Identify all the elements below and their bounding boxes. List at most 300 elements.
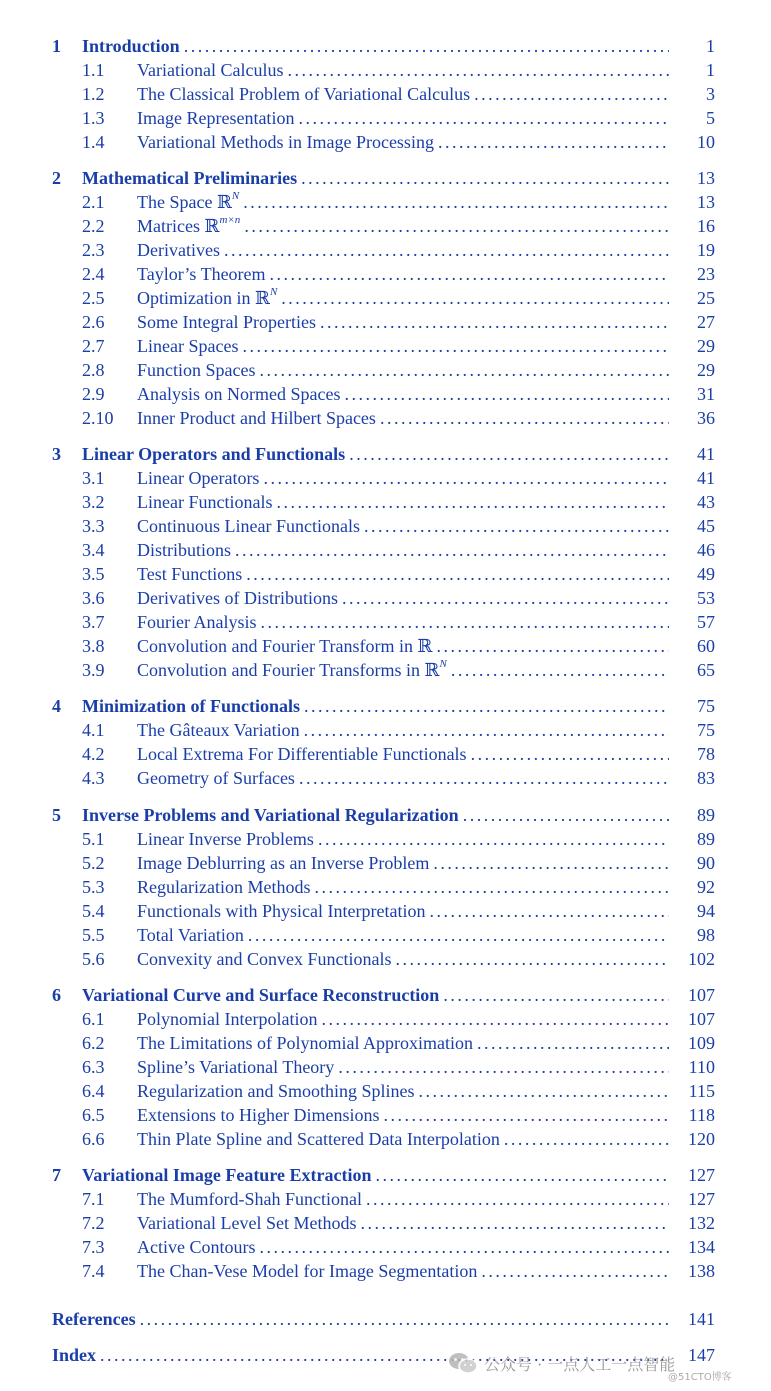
dot-leader: [504, 1127, 669, 1151]
toc-entry-title-text: Variational Methods in Image Processing: [137, 132, 434, 152]
toc-page-number[interactable]: 75: [697, 720, 715, 740]
toc-entry-title-text: Geometry of Surfaces: [137, 768, 295, 788]
toc-entry-title-text: Mathematical Preliminaries: [82, 168, 298, 188]
toc-entry-number: 1.2: [82, 84, 105, 104]
toc-entry-title[interactable]: [137, 334, 238, 358]
toc-page-number[interactable]: 5: [706, 108, 715, 128]
toc-entry-title[interactable]: [82, 34, 180, 58]
toc-page-number[interactable]: 107: [688, 985, 715, 1005]
dot-leader: [344, 382, 669, 406]
toc-entry-number: 3.3: [82, 516, 105, 536]
toc-page-number[interactable]: 27: [697, 312, 715, 332]
toc-entry-title-text: The Mumford-Shah Functional: [137, 1189, 362, 1209]
toc-entry-title-text: References: [52, 1309, 136, 1329]
dot-leader: [366, 1187, 669, 1211]
toc-entry-title[interactable]: [137, 718, 300, 742]
toc-entry-title[interactable]: [137, 286, 277, 310]
toc-page-number[interactable]: 13: [697, 192, 715, 212]
toc-entry-title-text: Polynomial Interpolation: [137, 1009, 318, 1029]
toc-entry-number: 6.5: [82, 1105, 105, 1125]
toc-entry-title[interactable]: [137, 562, 242, 586]
toc-page-number[interactable]: 3: [706, 84, 715, 104]
toc-entry-title[interactable]: [137, 1103, 379, 1127]
toc-page-number[interactable]: 65: [697, 660, 715, 680]
toc-entry-title-text: Optimization in ℝ: [137, 288, 270, 308]
toc-page-number[interactable]: 13: [697, 168, 715, 188]
toc-entry-number: 1.4: [82, 132, 105, 152]
toc-page-number[interactable]: 83: [697, 768, 715, 788]
toc-entry-title-text: Minimization of Functionals: [82, 696, 301, 716]
toc-entry-number: 1.1: [82, 60, 105, 80]
toc-section-entry[interactable]: [52, 334, 715, 358]
toc-entry-number: 6.4: [82, 1081, 105, 1101]
toc-section-entry[interactable]: [52, 634, 715, 658]
toc-entry-number: 2.9: [82, 384, 105, 404]
toc-entry-title[interactable]: [137, 658, 447, 682]
toc-entry-number: 6.6: [82, 1129, 105, 1149]
toc-entry-title[interactable]: [137, 634, 432, 658]
toc-section-entry[interactable]: [52, 610, 715, 634]
dot-leader: [321, 1007, 669, 1031]
toc-page-number[interactable]: 41: [697, 444, 715, 464]
toc-entry-title-text: Fourier Analysis: [137, 612, 257, 632]
toc-entry-title[interactable]: [137, 586, 338, 610]
toc-entry-title-text: Image Representation: [137, 108, 295, 128]
toc-page-number[interactable]: 92: [697, 877, 715, 897]
toc-section-entry[interactable]: [52, 214, 715, 238]
toc-entry-number: 5.6: [82, 949, 105, 969]
toc-entry-number: 5.1: [82, 829, 105, 849]
toc-page-number[interactable]: 25: [697, 288, 715, 308]
dot-leader: [477, 1031, 669, 1055]
toc-entry-title[interactable]: [137, 262, 266, 286]
toc-entry-title[interactable]: [137, 1079, 414, 1103]
toc-entry-title-text: Function Spaces: [137, 360, 256, 380]
toc-page-number[interactable]: 89: [697, 805, 715, 825]
toc-entry-title[interactable]: [137, 1235, 256, 1259]
toc-section-entry[interactable]: [52, 1127, 715, 1151]
toc-entry-title[interactable]: [82, 166, 297, 190]
toc-section-entry[interactable]: [52, 899, 715, 923]
toc-chapter-entry[interactable]: [52, 983, 715, 1007]
toc-entry-number: 2.6: [82, 312, 105, 332]
dot-leader: [260, 358, 670, 382]
toc-entry-title[interactable]: [82, 983, 439, 1007]
toc-page-number[interactable]: 134: [688, 1237, 715, 1257]
toc-entry-title[interactable]: [137, 610, 257, 634]
toc-entry-number: 6.2: [82, 1033, 105, 1053]
toc-entry-number: 3.6: [82, 588, 105, 608]
toc-entry-number: 1: [52, 36, 61, 56]
toc-chapter-entry[interactable]: [52, 1307, 715, 1331]
watermark-sub: @51CTO博客: [668, 1372, 732, 1383]
toc-entry-title-text: Total Variation: [137, 925, 244, 945]
toc-page-number[interactable]: 141: [688, 1309, 715, 1329]
dot-leader: [349, 442, 669, 466]
dot-leader: [429, 899, 669, 923]
wechat-icon: [448, 1352, 478, 1374]
toc-entry-title[interactable]: [137, 214, 240, 238]
toc-entry-superscript: N: [231, 190, 240, 202]
toc-entry-title-text: Linear Operators: [137, 468, 260, 488]
dot-leader: [224, 238, 669, 262]
toc-entry-title-text: Introduction: [82, 36, 180, 56]
toc-entry-title[interactable]: [137, 923, 244, 947]
dot-leader: [395, 947, 669, 971]
toc-section-entry[interactable]: [52, 1079, 715, 1103]
toc-page-number[interactable]: 120: [688, 1129, 715, 1149]
toc-section-entry[interactable]: [52, 130, 715, 154]
toc-entry-number: 3.8: [82, 636, 105, 656]
toc-entry-title[interactable]: [137, 358, 256, 382]
toc-section-entry[interactable]: [52, 406, 715, 430]
dot-leader: [451, 658, 669, 682]
toc-entry-number: 2.3: [82, 240, 105, 260]
toc-entry-number: 3.1: [82, 468, 105, 488]
toc-entry-title[interactable]: [137, 106, 294, 130]
toc-page-number[interactable]: 29: [697, 336, 715, 356]
toc-entry-number: 7.1: [82, 1189, 105, 1209]
toc-entry-title-text: Local Extrema For Differentiable Functionals: [137, 744, 467, 764]
toc-entry-title-text: Distributions: [137, 540, 232, 560]
dot-leader: [314, 875, 669, 899]
toc-section-entry[interactable]: [52, 1235, 715, 1259]
toc-entry-number: 4.1: [82, 720, 105, 740]
toc-section-entry[interactable]: [52, 851, 715, 875]
toc-entry-title-text: The Classical Problem of Variational Calculus: [137, 84, 471, 104]
toc-page-number[interactable]: 23: [697, 264, 715, 284]
toc-entry-title-text: Regularization Methods: [137, 877, 311, 897]
dot-leader: [318, 827, 669, 851]
toc-section-entry[interactable]: [52, 262, 715, 286]
watermark: [448, 1346, 675, 1380]
toc-entry-title[interactable]: [137, 1031, 473, 1055]
toc-entry-title[interactable]: [137, 466, 259, 490]
toc-entry-number: 7.3: [82, 1237, 105, 1257]
dot-leader: [140, 1307, 669, 1331]
toc-entry-number: 7.4: [82, 1261, 105, 1281]
toc-entry-title-text: Inner Product and Hilbert Spaces: [137, 408, 376, 428]
toc-entry-title[interactable]: [137, 238, 220, 262]
toc-entry-number: 4: [52, 696, 61, 716]
toc-entry-title-text: Image Deblurring as an Inverse Problem: [137, 853, 430, 873]
toc-entry-title-text: Linear Functionals: [137, 492, 273, 512]
toc-entry-title-text: Derivatives: [137, 240, 220, 260]
toc-chapter-entry[interactable]: [52, 166, 715, 190]
toc-entry-title[interactable]: [137, 538, 231, 562]
dot-leader: [342, 586, 669, 610]
toc-page-number[interactable]: 75: [697, 696, 715, 716]
toc-chapter-entry[interactable]: [52, 34, 715, 58]
toc-section-entry[interactable]: [52, 875, 715, 899]
dot-leader: [281, 286, 669, 310]
toc-page-number[interactable]: 19: [697, 240, 715, 260]
toc-entry-title[interactable]: [137, 1007, 317, 1031]
toc-entry-title[interactable]: [137, 82, 470, 106]
toc-entry-number: 7: [52, 1165, 61, 1185]
toc-section-entry[interactable]: [52, 1259, 715, 1283]
toc-section-entry[interactable]: [52, 286, 715, 310]
toc-entry-title-text: Some Integral Properties: [137, 312, 316, 332]
toc-page-number[interactable]: 57: [697, 612, 715, 632]
toc-entry-number: 2.8: [82, 360, 105, 380]
toc-entry-title-text: Variational Calculus: [137, 60, 284, 80]
toc-entry-title[interactable]: [82, 1163, 371, 1187]
toc-entry-number: 3.5: [82, 564, 105, 584]
toc-entry-title[interactable]: [137, 875, 310, 899]
toc-section-entry[interactable]: [52, 466, 715, 490]
toc-entry-number: 1.3: [82, 108, 105, 128]
dot-leader: [299, 766, 669, 790]
toc-section-entry[interactable]: [52, 82, 715, 106]
toc-section-entry[interactable]: [52, 1007, 715, 1031]
toc-page-number[interactable]: 43: [697, 492, 715, 512]
toc-entry-title-text: Test Functions: [137, 564, 243, 584]
toc-entry-title-text: Spline’s Variational Theory: [137, 1057, 335, 1077]
toc-entry-number: 6: [52, 985, 61, 1005]
toc-section-entry[interactable]: [52, 358, 715, 382]
toc-entry-title[interactable]: [137, 899, 425, 923]
toc-entry-title[interactable]: [137, 742, 467, 766]
toc-entry-title[interactable]: [137, 130, 434, 154]
dot-leader: [261, 610, 670, 634]
toc-entry-number: 5.4: [82, 901, 105, 921]
toc-page-number[interactable]: 107: [688, 1009, 715, 1029]
toc-entry-number: 4.2: [82, 744, 105, 764]
toc-entry-title[interactable]: [137, 382, 340, 406]
dot-leader: [260, 1235, 670, 1259]
toc-entry-title-text: The Space ℝ: [137, 192, 232, 212]
toc-entry-title[interactable]: [137, 190, 239, 214]
toc-entry-title[interactable]: [137, 766, 295, 790]
toc-page-number[interactable]: 41: [697, 468, 715, 488]
toc-entry-title[interactable]: [52, 1343, 96, 1367]
toc-entry-title-text: Variational Image Feature Extraction: [82, 1165, 372, 1185]
toc-section-entry[interactable]: [52, 190, 715, 214]
toc-entry-number: 2.1: [82, 192, 105, 212]
watermark-text: 公众号 · 一点人工一点智能: [484, 1354, 676, 1374]
toc-entry-title[interactable]: [82, 803, 459, 827]
dot-leader: [270, 262, 669, 286]
toc-section-entry[interactable]: [52, 1031, 715, 1055]
toc-entry-title[interactable]: [137, 58, 283, 82]
dot-leader: [244, 214, 669, 238]
toc-entry-title-text: Linear Operators and Functionals: [82, 444, 346, 464]
toc-entry-title-text: Taylor’s Theorem: [137, 264, 266, 284]
toc-entry-title-text: The Chan-Vese Model for Image Segmentation: [137, 1261, 478, 1281]
toc-entry-title-text: Regularization and Smoothing Splines: [137, 1081, 415, 1101]
toc-entry-superscript: N: [269, 286, 278, 298]
dot-leader: [248, 923, 669, 947]
toc-entry-title-text: Convexity and Convex Functionals: [137, 949, 392, 969]
toc-page-number[interactable]: 46: [697, 540, 715, 560]
dot-leader: [481, 1259, 669, 1283]
dot-leader: [383, 1103, 669, 1127]
toc-page-number[interactable]: 53: [697, 588, 715, 608]
dot-leader: [320, 310, 669, 334]
toc-section-entry[interactable]: [52, 1103, 715, 1127]
toc-entry-number: 3.7: [82, 612, 105, 632]
dot-leader: [443, 983, 669, 1007]
toc-entry-title[interactable]: [137, 406, 376, 430]
toc-page-number[interactable]: 49: [697, 564, 715, 584]
dot-leader: [436, 634, 669, 658]
toc-entry-title[interactable]: [137, 490, 272, 514]
toc-entry-title-text: Variational Level Set Methods: [137, 1213, 357, 1233]
toc-section-entry[interactable]: [52, 766, 715, 790]
toc-entry-title-text: Thin Plate Spline and Scattered Data Interpolation: [137, 1129, 500, 1149]
toc-entry-title[interactable]: [137, 947, 391, 971]
dot-leader: [184, 34, 669, 58]
toc-entry-title-text: Active Contours: [137, 1237, 256, 1257]
toc-entry-number: 2.2: [82, 216, 105, 236]
toc-entry-title[interactable]: [137, 827, 314, 851]
dot-leader: [438, 130, 669, 154]
toc-entry-title-text: Extensions to Higher Dimensions: [137, 1105, 380, 1125]
toc-entry-number: 6.1: [82, 1009, 105, 1029]
toc-section-entry[interactable]: [52, 58, 715, 82]
dot-leader: [263, 466, 669, 490]
dot-leader: [304, 694, 669, 718]
toc-section-entry[interactable]: [52, 562, 715, 586]
toc-entry-title-text: Convolution and Fourier Transforms in ℝ: [137, 660, 440, 680]
toc-page-number[interactable]: 110: [688, 1057, 715, 1077]
toc-section-entry[interactable]: [52, 827, 715, 851]
toc-chapter-entry[interactable]: [52, 694, 715, 718]
toc-chapter-entry[interactable]: [52, 1163, 715, 1187]
toc-entry-title-text: Variational Curve and Surface Reconstruction: [82, 985, 440, 1005]
dot-leader: [298, 106, 669, 130]
toc-section-entry[interactable]: [52, 310, 715, 334]
toc-page-number[interactable]: 10: [697, 132, 715, 152]
toc-page-number[interactable]: 45: [697, 516, 715, 536]
toc-entry-title-text: Analysis on Normed Spaces: [137, 384, 341, 404]
toc-section-entry[interactable]: [52, 586, 715, 610]
toc-page-number[interactable]: 60: [697, 636, 715, 656]
toc-section-entry[interactable]: [52, 1211, 715, 1235]
dot-leader: [375, 1163, 669, 1187]
dot-leader: [471, 742, 669, 766]
toc-section-entry[interactable]: [52, 658, 715, 682]
toc-entry-title-text: Linear Spaces: [137, 336, 239, 356]
toc-entry-number: 5.2: [82, 853, 105, 873]
dot-leader: [287, 58, 669, 82]
dot-leader: [304, 718, 669, 742]
dot-leader: [246, 562, 669, 586]
toc-section-entry[interactable]: [52, 742, 715, 766]
toc-section-entry[interactable]: [52, 947, 715, 971]
toc-entry-title[interactable]: [137, 851, 429, 875]
toc-section-entry[interactable]: [52, 538, 715, 562]
toc-section-entry[interactable]: [52, 1187, 715, 1211]
toc-entry-title-text: Index: [52, 1345, 97, 1365]
toc-entry-number: 6.3: [82, 1057, 105, 1077]
toc-page-number[interactable]: 109: [688, 1033, 715, 1053]
toc-entry-title[interactable]: [137, 1187, 362, 1211]
toc-entry-title[interactable]: [82, 442, 345, 466]
toc-entry-superscript: m×n: [219, 214, 241, 226]
toc-page-number[interactable]: 29: [697, 360, 715, 380]
toc-page-number[interactable]: 89: [697, 829, 715, 849]
toc-page-number[interactable]: 31: [697, 384, 715, 404]
dot-leader: [380, 406, 669, 430]
toc-entry-title-text: Derivatives of Distributions: [137, 588, 338, 608]
dot-leader: [243, 190, 669, 214]
toc-page-number[interactable]: 127: [688, 1189, 715, 1209]
toc-page-number[interactable]: 94: [697, 901, 715, 921]
toc-page-number[interactable]: 1: [706, 36, 715, 56]
toc-page-number[interactable]: 36: [697, 408, 715, 428]
toc-chapter-entry[interactable]: [52, 442, 715, 466]
toc-entry-title-text: Continuous Linear Functionals: [137, 516, 360, 536]
toc-page-number[interactable]: 102: [688, 949, 715, 969]
toc-entry-number: 2.5: [82, 288, 105, 308]
toc-entry-title-text: The Limitations of Polynomial Approximation: [137, 1033, 473, 1053]
toc-entry-number: 3.9: [82, 660, 105, 680]
toc-page-number[interactable]: 118: [688, 1105, 715, 1125]
toc-entry-title-text: Functionals with Physical Interpretation: [137, 901, 426, 921]
toc-section-entry[interactable]: [52, 514, 715, 538]
toc-entry-title[interactable]: [137, 514, 360, 538]
toc-page-number[interactable]: 138: [688, 1261, 715, 1281]
dot-leader: [360, 1211, 669, 1235]
toc-entry-number: 5.5: [82, 925, 105, 945]
toc-section-entry[interactable]: [52, 490, 715, 514]
toc-page-number[interactable]: 132: [688, 1213, 715, 1233]
toc-entry-title[interactable]: [137, 1211, 356, 1235]
dot-leader: [235, 538, 669, 562]
toc-entry-title[interactable]: [52, 1307, 136, 1331]
dot-leader: [364, 514, 669, 538]
toc-page-number[interactable]: 90: [697, 853, 715, 873]
toc-entry-title[interactable]: [137, 1127, 500, 1151]
toc-entry-number: 3.2: [82, 492, 105, 512]
toc-page-number[interactable]: 1: [706, 60, 715, 80]
toc-chapter-entry[interactable]: [52, 803, 715, 827]
dot-leader: [301, 166, 669, 190]
toc-page-number[interactable]: 115: [688, 1081, 715, 1101]
toc-page-number[interactable]: 16: [697, 216, 715, 236]
toc-section-entry[interactable]: [52, 238, 715, 262]
toc-entry-number: 2.4: [82, 264, 105, 284]
toc-entry-number: 3: [52, 444, 61, 464]
toc-entry-number: 5.3: [82, 877, 105, 897]
toc-entry-number: 2.7: [82, 336, 105, 356]
toc-entry-title-text: Matrices ℝ: [137, 216, 220, 236]
toc-page-number[interactable]: 78: [697, 744, 715, 764]
toc-entry-title[interactable]: [137, 310, 316, 334]
dot-leader: [242, 334, 669, 358]
toc-entry-title[interactable]: [137, 1055, 334, 1079]
toc-section-entry[interactable]: [52, 923, 715, 947]
toc-section-entry[interactable]: [52, 1055, 715, 1079]
toc-entry-number: 4.3: [82, 768, 105, 788]
toc-entry-superscript: N: [439, 658, 447, 670]
toc-section-entry[interactable]: [52, 382, 715, 406]
dot-leader: [276, 490, 669, 514]
toc-section-entry[interactable]: [52, 106, 715, 130]
toc-entry-title-text: Linear Inverse Problems: [137, 829, 314, 849]
toc-entry-number: 3.4: [82, 540, 105, 560]
toc-entry-number: 2.10: [82, 408, 114, 428]
toc-section-entry[interactable]: [52, 718, 715, 742]
toc-page-number[interactable]: 98: [697, 925, 715, 945]
toc-page-number[interactable]: 147: [688, 1345, 715, 1365]
toc-entry-title[interactable]: [82, 694, 300, 718]
toc-page-number[interactable]: 127: [688, 1165, 715, 1185]
toc-entry-title-text: Inverse Problems and Variational Regularization: [82, 805, 459, 825]
toc-entry-title[interactable]: [137, 1259, 477, 1283]
